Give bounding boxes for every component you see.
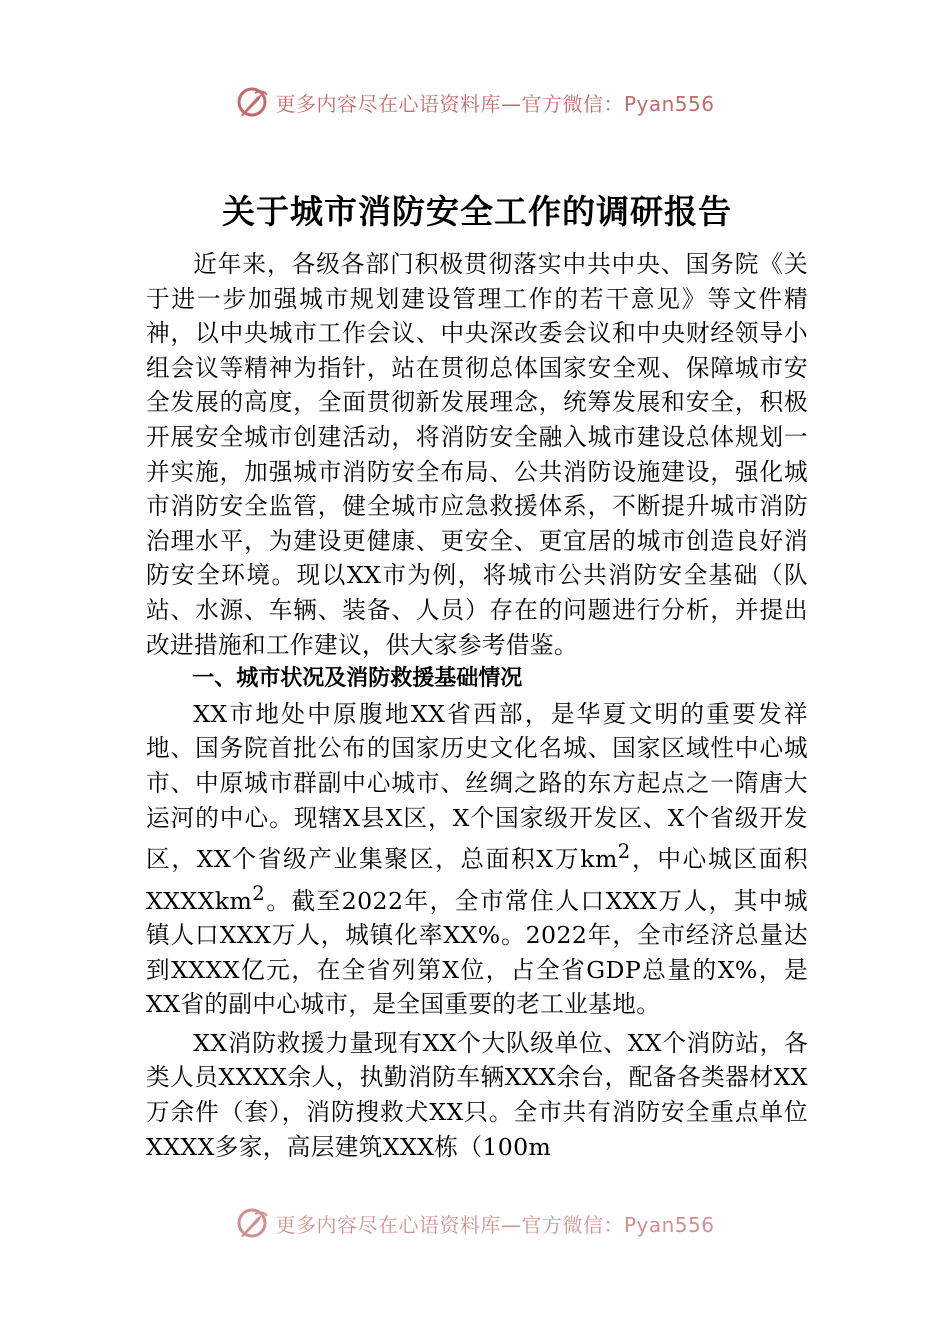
paragraph-intro: 近年来，各级各部门积极贯彻落实中共中央、国务院《关于进一步加强城市规划建设管理工作的若干意见》等文件精神，以中央城市工作会议、中央深改委会议和中央财经领导小组会议等精神为指针，站在贯彻总体国家安全观、保障城市安全发展的高度，全面贯彻新发展理念，统筹发展和安全，积极开展安全城市创建活动，将消防安全融入城市建设总体规划一并实施，加强城市消防安全布局、公共消防设施建设，强化城市消防安全监管，健全城市应急救援体系，不断提升城市消防治理水平，为建设更健康、更安全、更宜居的城市创造良好消防安全环境。现以XX市为例，将城市公共消防安全基础（队站、水源、车辆、装备、人员）存在的问题进行分析，并提出改进措施和工作建议，供大家参考借鉴。	[146, 250, 808, 659]
document-title: 关于城市消防安全工作的调研报告	[222, 192, 732, 231]
watermark-text: 更多内容尽在心语资料库—官方微信：Pyan556	[275, 91, 715, 116]
superscript-km2: 2	[617, 840, 631, 864]
section-heading-1: 一、城市状况及消防救援基础情况	[192, 666, 523, 692]
watermark-header	[0, 82, 950, 122]
document-body	[146, 186, 808, 1164]
watermark-footer	[0, 1203, 950, 1243]
pen-logo-icon	[235, 1206, 271, 1240]
watermark-text-footer: 更多内容尽在心语资料库—官方微信：Pyan556	[275, 1212, 715, 1237]
paragraph-city-overview: XX市地处中原腹地XX省西部，是华夏文明的重要发祥地、国务院首批公布的国家历史文化名城、国家区域性中心城市、中原城市群副中心城市、丝绸之路的东方起点之一隋唐大运河的中心。现辖X县X区，X个国家级开发区、X个省级开发区，XX个省级产业集聚区，总面积X万$km^2$，中心城区面积XXXXkm$^2$。截至2022年，全市常住人口XXX万人，其中城镇人口XXX万人，城镇化率XX%。2022年，全市经济总量达到XXXX亿元，在全省列第X位，占全省GDP总量的X%，是XX省的副中心城市，是全国重要的老工业基地。	[146, 699, 808, 1019]
paragraph-fire-rescue-force: XX消防救援力量现有XX个大队级单位、XX个消防站，各类人员XXXX余人，执勤消防车辆XXX余台，配备各类器材XX万余件（套），消防搜救犬XX只。全市共有消防安全重点单位XXXX多家，高层建筑XXX栋（100m	[146, 1028, 808, 1161]
pen-logo-icon	[235, 85, 271, 119]
superscript-km2-2: 2	[252, 881, 266, 905]
